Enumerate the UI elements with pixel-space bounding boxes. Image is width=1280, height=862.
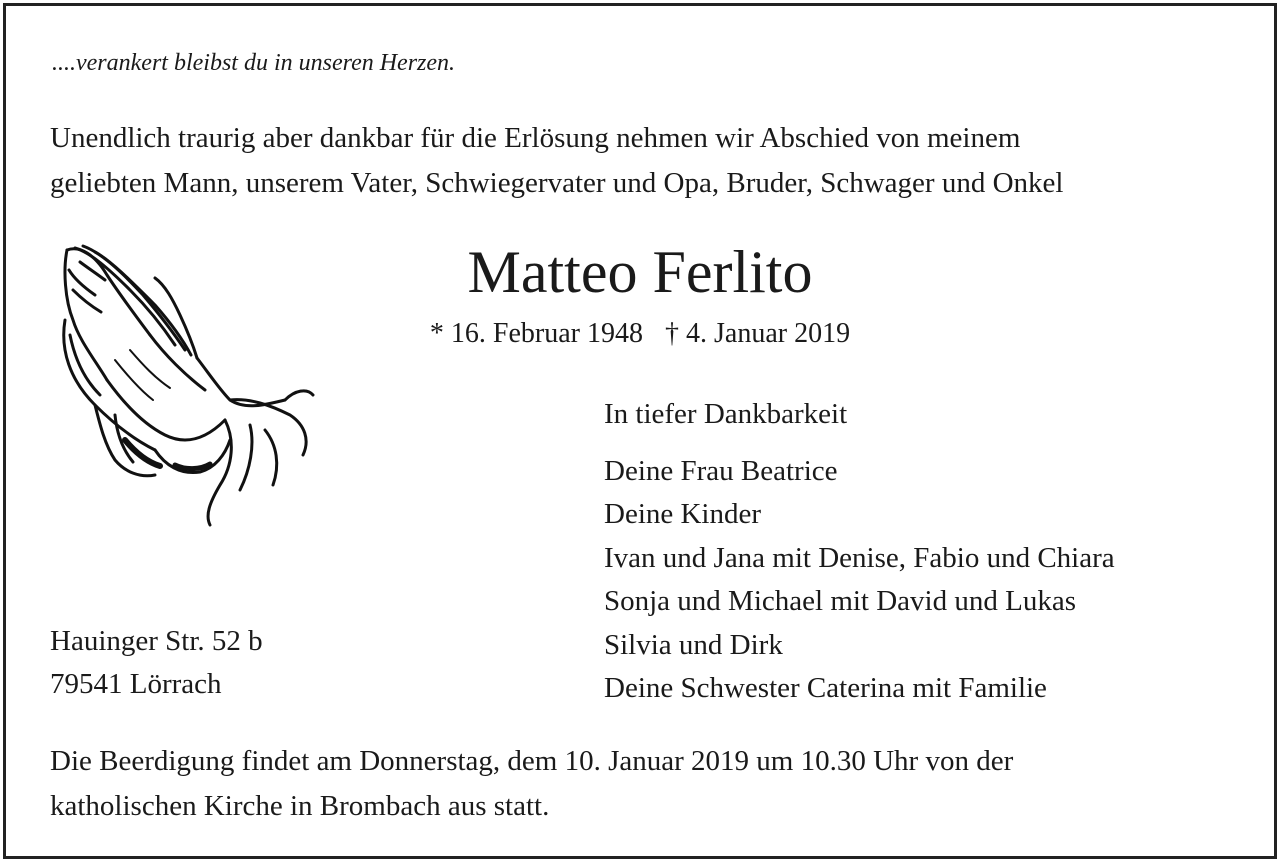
family-line: Sonja und Michael mit David und Lukas <box>604 585 1076 618</box>
family-line: Deine Kinder <box>604 498 762 531</box>
deceased-name: Matteo Ferlito <box>467 239 813 305</box>
thanks-heading: In tiefer Dankbarkeit <box>604 398 848 430</box>
life-dates <box>0 318 1280 350</box>
intro-line: Unendlich traurig aber dankbar für die Erlösung nehmen wir Abschied von meinem <box>50 122 1021 154</box>
family-line: Deine Schwester Caterina mit Familie <box>604 672 1047 705</box>
funeral-line: katholischen Kirche in Brombach aus statt. <box>50 790 550 822</box>
address-street: Hauinger Str. 52 b <box>50 625 263 657</box>
address-city: 79541 Lörrach <box>50 668 222 700</box>
family-line: Deine Frau Beatrice <box>604 455 838 487</box>
family-list <box>604 450 1115 710</box>
family-line: Ivan und Jana mit Denise, Fabio und Chiara <box>604 541 1115 574</box>
family-line: Silvia und Dirk <box>604 628 783 661</box>
intro-text <box>50 116 1063 206</box>
motto: ....verankert bleibst du in unseren Herzen. <box>52 50 456 76</box>
address <box>50 620 263 706</box>
funeral-line: Die Beerdigung findet am Donnerstag, dem 10. Januar 2019 um 10.30 Uhr von der <box>50 745 1014 777</box>
death-date: † 4. Januar 2019 <box>665 318 851 349</box>
funeral-info <box>50 739 1013 829</box>
intro-line: geliebten Mann, unserem Vater, Schwiegervater und Opa, Bruder, Schwager und Onkel <box>50 167 1064 199</box>
birth-date: * 16. Februar 1948 <box>429 318 643 349</box>
